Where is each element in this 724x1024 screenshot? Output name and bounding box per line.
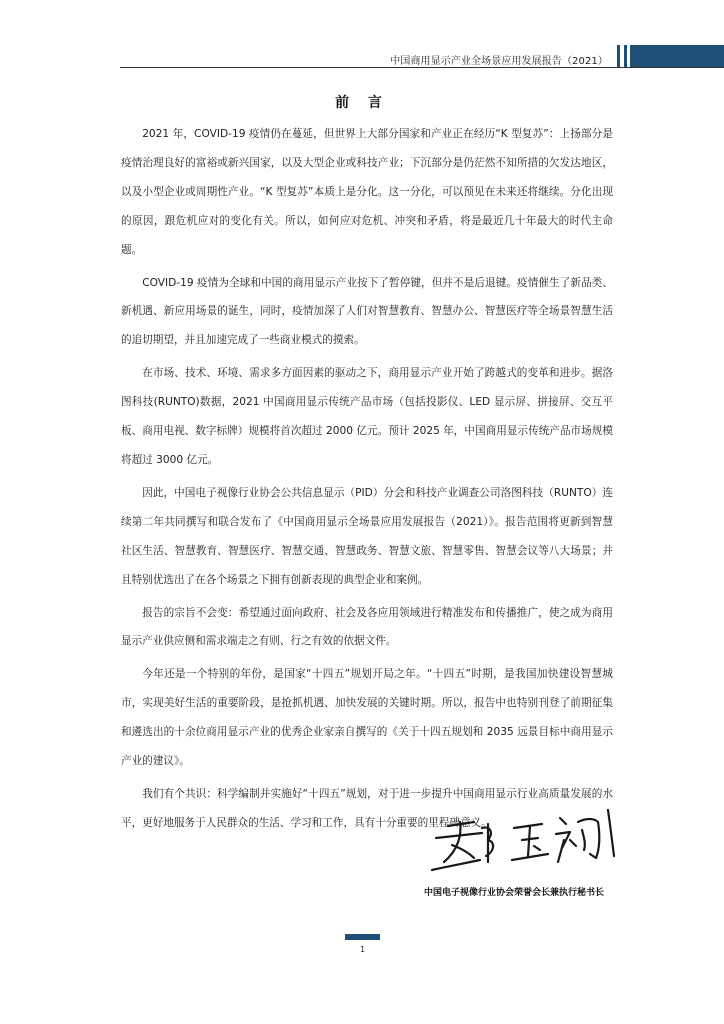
preface-body: [121, 120, 613, 842]
header-accent-bar: [630, 45, 724, 67]
header-rule: [120, 67, 724, 68]
preface-paragraph: 2021 年，COVID-19 疫情仍在蔓延，但世界上大部分国家和产业正在经历“K 型复苏”：上扬部分是疫情治理良好的富裕或新兴国家，以及大型企业或科技产业；下沉部分是仍茫然不知所措的欠发达地区，以及小型企业或周期性产业。“K 型复苏”本质上是分化。这一分化，可以预见在未来还将继续。分化出现的原因，跟危机应对的变化有关。所以，如何应对危机、冲突和矛盾，将是最近几十年最大的时代主命题。: [121, 128, 613, 256]
page-title: 前 言: [335, 95, 389, 111]
header-accent-bar: [624, 45, 627, 67]
preface-paragraph: 今年还是一个特别的年份，是国家“十四五”规划开局之年。“十四五”时期，是我国加快建设智慧城市，实现美好生活的重要阶段，是抢抓机遇、加快发展的关键时期。所以，报告中也特别刊登了前期征集和遴选出的十余位商用显示产业的优秀企业家亲自撰写的《关于十四五规划和 2035 远景目标中商用显示产业的建议》。: [121, 668, 613, 768]
preface-paragraph: 我们有个共识：科学编制并实施好“十四五”规划，对于进一步提升中国商用显示行业高质量发展的水平，更好地服务于人民群众的生活、学习和工作，具有十分重要的里程碑意义。: [121, 787, 613, 829]
signature-graphic: [430, 800, 620, 880]
footer-accent-bar: [345, 934, 380, 940]
signer-title: 中国电子视像行业协会荣誉会长兼执行秘书长: [424, 888, 605, 898]
header-accent-bar: [617, 45, 620, 67]
preface-paragraph: 在市场、技术、环境、需求多方面因素的驱动之下，商用显示产业开始了跨越式的变革和进步。据洛图科技(RUNTO)数据，2021 中国商用显示传统产品市场（包括投影仪、LED 显示屏、拼接屏、交互平板、商用电视、数字标牌）规模将首次超过 2000 亿元。预计 2025 年，中国商用显示传统产品市场规模将超过 3000 亿元。: [121, 367, 613, 466]
preface-paragraph: COVID-19 疫情为全球和中国的商用显示产业按下了暂停键，但并不是后退键。疫情催生了新品类、新机遇、新应用场景的诞生，同时，疫情加深了人们对智慧教育、智慧办公、智慧医疗等全场景智慧生活的追切期望，并且加速完成了一些商业模式的摸索。: [121, 276, 613, 347]
preface-paragraph: 因此，中国电子视像行业协会公共信息显示（PID）分会和科技产业调查公司洛图科技（RUNTO）连续第二年共同撰写和联合发布了《中国商用显示全场景应用发展报告（2021）》。报告范围将更新到智慧社区生活、智慧教育、智慧医疗、智慧交通、智慧政务、智慧文旅、智慧零售、智慧会议等八大场景；并且特别优选出了在各个场景之下拥有创新表现的典型企业和案例。: [121, 486, 613, 586]
handwritten-signature: [430, 800, 620, 884]
report-header-title: 中国商用显示产业全场景应用发展报告（2021）: [390, 56, 608, 67]
preface-paragraph: 报告的宗旨不会变：希望通过面向政府、社会及各应用领域进行精准发布和传播推广，使之成为商用显示产业供应侧和需求端走之有则、行之有效的依据文件。: [121, 606, 613, 648]
page-number: 1: [359, 945, 366, 954]
